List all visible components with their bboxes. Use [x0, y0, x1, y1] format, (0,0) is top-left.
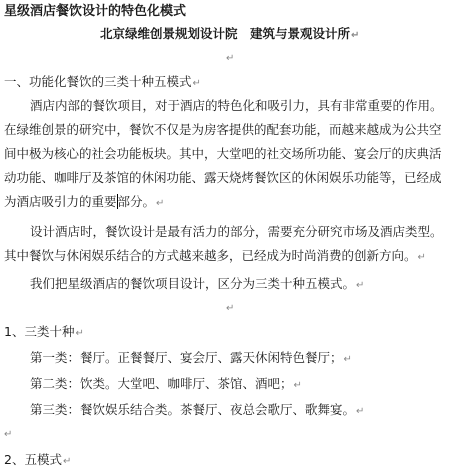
paragraph-mark-icon: ↵ [226, 303, 235, 314]
paragraph-mark-icon: ↵ [156, 198, 165, 209]
paragraph-mark-icon: ↵ [417, 252, 426, 263]
paragraph-mark-icon: ↵ [62, 456, 72, 467]
paragraph-mark-icon: ↵ [356, 406, 365, 417]
section-heading: 1、三类十种↵ [4, 324, 84, 339]
paragraph-line: 酒店内部的餐饮项目，对于酒店的特色化和吸引力，具有非常重要的作用。 [30, 98, 443, 113]
paragraph-mark-icon: ↵ [351, 30, 360, 41]
paragraph-mark-icon: ↵ [356, 280, 365, 291]
paragraph-mark-icon: ↵ [192, 78, 201, 89]
paragraph-mark-icon: ↵ [4, 429, 13, 440]
list-item: 第三类：餐饮娱乐结合类。茶餐厅、夜总会歌厅、歌舞宴。↵ [30, 402, 365, 417]
paragraph-line: 动功能、咖啡厅及茶馆的休闲功能、露天烧烤餐饮区的休闲娱乐功能等，已经成 [4, 170, 442, 185]
section-heading: 2、五模式↵ [4, 452, 72, 467]
list-item: 第一类：餐厅。正餐餐厅、宴会厅、露天休闲特色餐厅；↵ [30, 350, 352, 365]
list-item: 第二类：饮类。大堂吧、咖啡厅、茶馆、酒吧；↵ [30, 376, 302, 391]
paragraph-mark-icon: ↵ [293, 380, 302, 391]
paragraph-line: 为酒店吸引力的重要部分。↵ [4, 194, 165, 209]
paragraph-line: 设计酒店时，餐饮设计是最有活力的部分，需要充分研究市场及酒店类型。 [30, 224, 443, 239]
paragraph-line: 其中餐饮与休闲娱乐结合的方式越来越多，已经成为时尚消费的创新方向。↵ [4, 248, 426, 263]
paragraph-mark-icon: ↵ [343, 354, 352, 365]
document-title: 星级酒店餐饮设计的特色化模式 [4, 4, 187, 19]
paragraph-mark-icon: ↵ [226, 53, 235, 64]
section-heading: 一、功能化餐饮的三类十种五模式↵ [4, 74, 201, 89]
paragraph-mark-icon: ↵ [75, 328, 84, 339]
paragraph-line: 在绿维创景的研究中，餐饮不仅是为房客提供的配套功能，而越来越成为公共空 [4, 122, 442, 137]
paragraph-line: 间中极为核心的社会功能板块。其中，大堂吧的社交场所功能、宴会厅的庆典活 [4, 146, 442, 161]
paragraph-line: 我们把星级酒店的餐饮项目设计，区分为三类十种五模式。↵ [30, 276, 365, 291]
document-subtitle: 北京绿维创景规划设计院 建筑与景观设计所↵ [100, 26, 360, 41]
